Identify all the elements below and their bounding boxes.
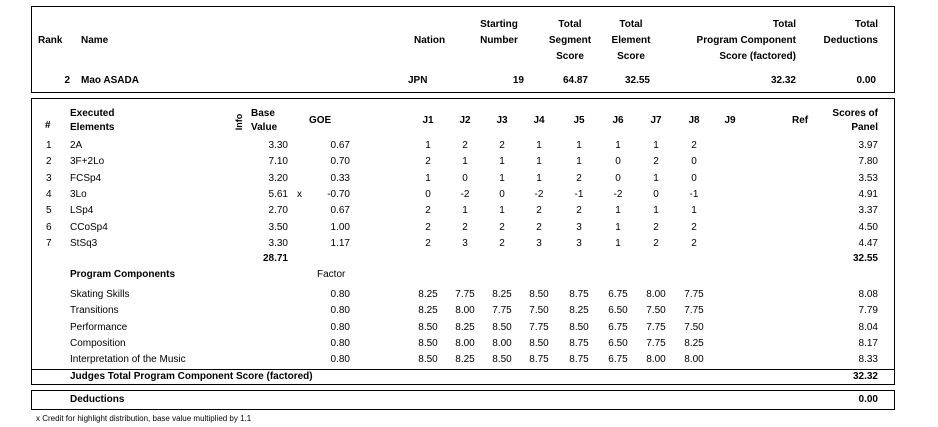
component-judge-score: 6.75 (608, 289, 628, 300)
element-base-value: 3.20 (268, 172, 288, 184)
element-name: StSq3 (70, 237, 98, 249)
ded-value: 0.00 (856, 75, 876, 86)
element-judge-score: 0 (653, 188, 659, 200)
components-total-label: Judges Total Program Component Score (factored) (70, 371, 313, 382)
element-judge-score: -1 (689, 188, 699, 200)
element-judge-score: 1 (499, 205, 505, 217)
component-judge-score: 8.50 (492, 321, 512, 333)
pcs-value: 32.32 (770, 75, 796, 86)
element-judge-score: 2 (425, 237, 431, 249)
component-judge-score: 8.25 (418, 305, 438, 317)
element-number: 6 (46, 221, 52, 233)
element-judge-score: 2 (653, 237, 659, 249)
element-judge-score: 2 (425, 221, 431, 233)
details-box (31, 98, 895, 385)
element-judge-score: 3 (576, 237, 582, 249)
component-factor: 0.80 (330, 305, 350, 317)
component-name: Performance (70, 321, 128, 333)
element-panel-score: 7.80 (858, 156, 878, 168)
element-judge-score: 1 (653, 172, 659, 184)
sop-header-1: Scores of (832, 108, 878, 119)
element-judge-score: 0 (691, 172, 697, 184)
element-goe: -0.70 (327, 188, 350, 200)
judge-header-2: J2 (459, 115, 471, 126)
component-judge-score: 8.50 (418, 354, 438, 366)
component-judge-score: 8.00 (646, 289, 666, 300)
judge-header-8: J8 (688, 115, 700, 126)
element-name: 3Lo (70, 188, 87, 200)
element-name: LSp4 (70, 205, 94, 217)
num-header: # (45, 120, 51, 131)
component-judge-score: 7.50 (529, 305, 549, 317)
element-name: FCSp4 (70, 172, 102, 184)
element-judge-score: 2 (425, 205, 431, 217)
element-judge-score: 2 (653, 156, 659, 168)
element-name: 2A (70, 140, 83, 151)
component-judge-score: 7.75 (492, 305, 512, 317)
judge-header-3: J3 (496, 115, 508, 126)
element-judge-score: 1 (536, 172, 542, 184)
element-judge-score: 2 (499, 140, 505, 151)
element-judge-score: 1 (576, 156, 582, 168)
summary-box (31, 6, 895, 93)
element-number: 5 (46, 205, 52, 217)
element-goe: 0.67 (330, 140, 350, 151)
element-base-value: 2.70 (268, 205, 288, 217)
component-factor: 0.80 (330, 337, 350, 349)
component-judge-score: 8.75 (569, 337, 589, 349)
element-number: 7 (46, 237, 52, 249)
ded-header-2: Deductions (823, 35, 878, 46)
element-judge-score: 1 (615, 140, 621, 151)
component-judge-score: 7.75 (646, 337, 666, 349)
component-judge-score: 7.75 (455, 289, 475, 300)
info-header: Info (234, 113, 244, 131)
component-judge-score: 8.25 (455, 354, 475, 366)
element-goe: 1.00 (330, 221, 350, 233)
element-judge-score: 2 (499, 237, 505, 249)
element-judge-score: 1 (425, 140, 431, 151)
element-goe: 0.33 (330, 172, 350, 184)
element-number: 3 (46, 172, 52, 184)
element-judge-score: 2 (691, 221, 697, 233)
element-judge-score: 0 (615, 172, 621, 184)
component-judge-score: 8.00 (492, 337, 512, 349)
deductions-value: 0.00 (858, 394, 878, 405)
nation-value: JPN (408, 75, 428, 86)
element-judge-score: 2 (462, 140, 468, 151)
element-mark: x (297, 188, 302, 200)
element-base-value: 3.30 (268, 237, 288, 249)
element-judge-score: 2 (576, 205, 582, 217)
element-name: CCoSp4 (70, 221, 108, 233)
tss-header-1: Total (558, 19, 582, 30)
element-judge-score: 1 (653, 140, 659, 151)
element-panel-score: 3.53 (858, 172, 878, 184)
tes-header-3: Score (617, 51, 645, 62)
element-judge-score: 1 (615, 205, 621, 217)
element-judge-score: -2 (460, 188, 470, 200)
ref-header: Ref (792, 115, 809, 126)
element-base-value: 3.30 (268, 140, 288, 151)
element-panel-score: 3.37 (858, 205, 878, 217)
component-judge-score: 6.75 (608, 354, 628, 366)
tss-value: 64.87 (562, 75, 588, 86)
element-panel-score: 4.47 (858, 237, 878, 249)
component-judge-score: 7.50 (684, 321, 704, 333)
component-judge-score: 7.75 (529, 321, 549, 333)
component-judge-score: 8.50 (492, 354, 512, 366)
component-panel-score: 7.79 (858, 305, 878, 317)
rank-header: Rank (38, 35, 63, 46)
element-judge-score: 1 (499, 172, 505, 184)
component-judge-score: 7.75 (684, 305, 704, 317)
element-number: 2 (46, 156, 52, 168)
executed-header-2: Elements (70, 122, 115, 133)
element-judge-score: 1 (691, 205, 697, 217)
component-judge-score: 8.25 (492, 289, 512, 300)
component-factor: 0.80 (330, 321, 350, 333)
component-judge-score: 6.50 (608, 337, 628, 349)
element-judge-score: 2 (462, 221, 468, 233)
element-judge-score: 1 (615, 221, 621, 233)
component-judge-score: 8.50 (569, 321, 589, 333)
starting-number-header-2: Number (480, 35, 518, 46)
factor-header: Factor (317, 269, 346, 280)
component-judge-score: 6.50 (608, 305, 628, 317)
element-goe: 1.17 (330, 237, 350, 249)
element-judge-score: 0 (462, 172, 468, 184)
tss-header-3: Score (556, 51, 584, 62)
element-goe: 0.67 (330, 205, 350, 217)
element-judge-score: -1 (574, 188, 584, 200)
rank-value: 2 (64, 75, 70, 86)
base-header-1: Base (251, 108, 275, 119)
component-panel-score: 8.33 (858, 354, 878, 366)
deductions-label: Deductions (70, 394, 125, 405)
element-judge-score: 2 (576, 172, 582, 184)
judge-header-4: J4 (533, 115, 545, 126)
element-judge-score: -2 (534, 188, 544, 200)
element-judge-score: 0 (499, 188, 505, 200)
element-goe: 0.70 (330, 156, 350, 168)
component-judge-score: 6.75 (608, 321, 628, 333)
component-panel-score: 8.04 (858, 321, 878, 333)
name-header: Name (81, 35, 109, 46)
component-factor: 0.80 (330, 354, 350, 366)
component-panel-score: 8.08 (858, 289, 878, 300)
tss-header-2: Segment (548, 35, 592, 46)
component-judge-score: 8.00 (646, 354, 666, 366)
element-judge-score: 1 (576, 140, 582, 151)
component-name: Interpretation of the Music (70, 354, 186, 366)
element-judge-score: 0 (615, 156, 621, 168)
component-judge-score: 8.50 (529, 289, 549, 300)
component-judge-score: 8.50 (529, 337, 549, 349)
element-judge-score: 1 (499, 156, 505, 168)
components-title: Program Components (70, 269, 176, 280)
components-total-score: 32.32 (852, 371, 878, 382)
element-judge-score: 1 (425, 172, 431, 184)
element-panel-score: 4.50 (858, 221, 878, 233)
base-header-2: Value (251, 122, 278, 133)
component-judge-score: 8.75 (569, 354, 589, 366)
element-judge-score: -2 (613, 188, 623, 200)
component-name: Skating Skills (70, 289, 130, 300)
element-judge-score: 2 (499, 221, 505, 233)
component-judge-score: 8.25 (684, 337, 704, 349)
element-judge-score: 2 (536, 221, 542, 233)
component-judge-score: 8.75 (529, 354, 549, 366)
judge-header-7: J7 (650, 115, 662, 126)
element-judge-score: 2 (691, 237, 697, 249)
executed-header-1: Executed (70, 108, 115, 119)
components-total-rule (32, 369, 894, 370)
element-base-value: 7.10 (268, 156, 288, 168)
starting-number-header-1: Starting (480, 19, 518, 30)
pcs-header-1: Total (772, 19, 796, 30)
element-name: 3F+2Lo (70, 156, 105, 168)
judge-header-6: J6 (612, 115, 624, 126)
component-judge-score: 8.00 (455, 305, 475, 317)
element-judge-score: 2 (691, 140, 697, 151)
judge-header-5: J5 (573, 115, 585, 126)
elements-total-score: 32.55 (852, 253, 878, 264)
element-judge-score: 3 (536, 237, 542, 249)
component-judge-score: 8.25 (569, 305, 589, 317)
element-judge-score: 2 (536, 205, 542, 217)
component-judge-score: 8.75 (569, 289, 589, 300)
component-judge-score: 8.50 (418, 337, 438, 349)
element-judge-score: 1 (536, 140, 542, 151)
element-base-value: 5.61 (268, 188, 288, 200)
goe-header: GOE (309, 115, 332, 126)
component-judge-score: 8.00 (455, 337, 475, 349)
footnote: x Credit for highlight distribution, base value multiplied by 1.1 (36, 414, 252, 423)
component-judge-score: 8.25 (418, 289, 438, 300)
starting-number-value: 19 (512, 75, 524, 86)
element-judge-score: 3 (462, 237, 468, 249)
component-judge-score: 7.75 (684, 289, 704, 300)
element-panel-score: 4.91 (858, 188, 878, 200)
judge-header-1: J1 (422, 115, 434, 126)
component-panel-score: 8.17 (858, 337, 878, 349)
component-judge-score: 7.75 (646, 321, 666, 333)
element-judge-score: 1 (615, 237, 621, 249)
component-judge-score: 8.25 (455, 321, 475, 333)
element-judge-score: 1 (536, 156, 542, 168)
element-judge-score: 2 (653, 221, 659, 233)
tes-header-1: Total (619, 19, 643, 30)
pcs-header-3: Score (factored) (719, 51, 796, 62)
deductions-box (31, 390, 895, 410)
skater-name: Mao ASADA (81, 75, 139, 86)
element-judge-score: 1 (462, 205, 468, 217)
element-judge-score: 2 (425, 156, 431, 168)
ded-header-1: Total (854, 19, 878, 30)
component-judge-score: 7.50 (646, 305, 666, 317)
element-judge-score: 3 (576, 221, 582, 233)
sop-header-2: Panel (851, 122, 878, 133)
element-number: 1 (46, 140, 52, 151)
element-judge-score: 0 (425, 188, 431, 200)
pcs-header-2: Program Component (696, 35, 796, 46)
nation-header: Nation (414, 35, 446, 46)
tes-value: 32.55 (624, 75, 650, 86)
component-name: Composition (70, 337, 126, 349)
judge-header-9: J9 (724, 115, 736, 126)
tes-header-2: Element (611, 35, 651, 46)
element-panel-score: 3.97 (858, 140, 878, 151)
component-judge-score: 8.50 (418, 321, 438, 333)
component-name: Transitions (70, 305, 119, 317)
component-judge-score: 8.00 (684, 354, 704, 366)
element-base-value: 3.50 (268, 221, 288, 233)
element-judge-score: 0 (691, 156, 697, 168)
element-judge-score: 1 (653, 205, 659, 217)
element-judge-score: 1 (462, 156, 468, 168)
element-number: 4 (46, 188, 52, 200)
component-factor: 0.80 (330, 289, 350, 300)
base-total: 28.71 (262, 253, 288, 264)
